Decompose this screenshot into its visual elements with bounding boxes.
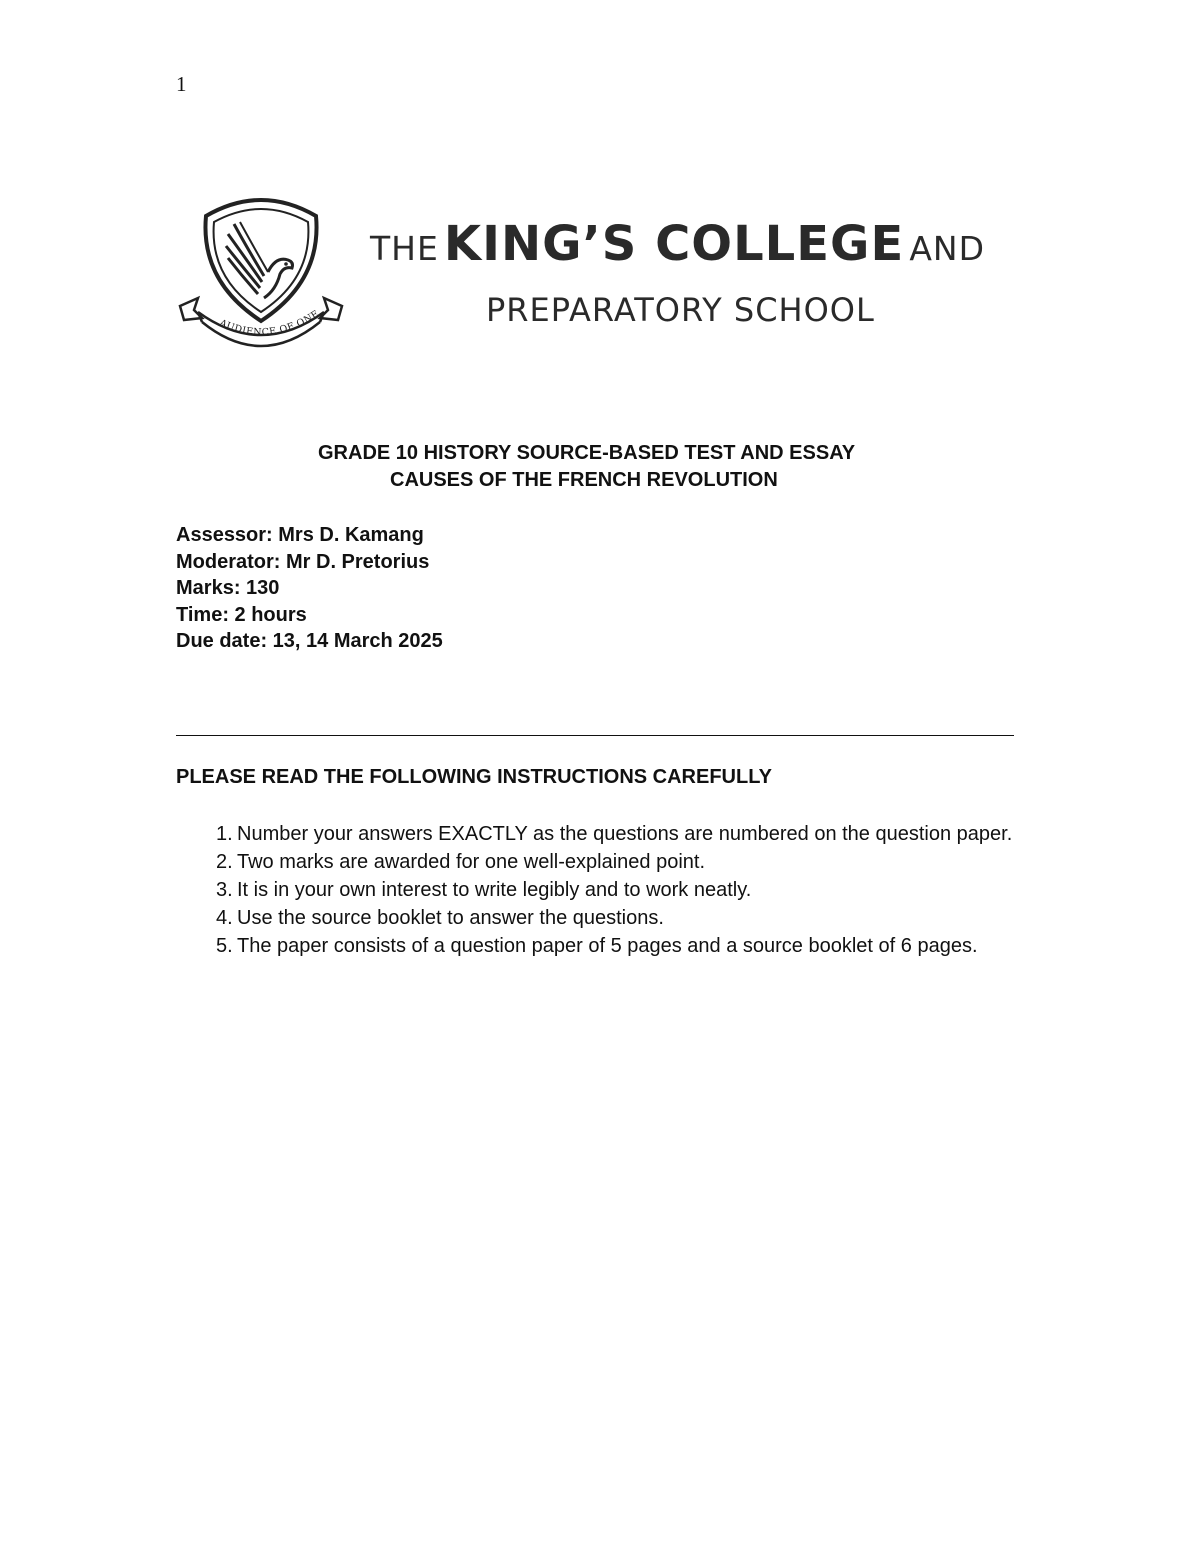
instruction-item	[176, 876, 1036, 904]
assessor: Assessor: Mrs D. Kamang	[176, 524, 424, 546]
instruction-item	[176, 932, 1036, 960]
instructions-heading: PLEASE READ THE FOLLOWING INSTRUCTIONS CAREFULLY	[176, 766, 772, 788]
instruction-number: 5.	[216, 935, 233, 957]
instruction-text: Number your answers EXACTLY as the questions are numbered on the question paper.	[237, 823, 1013, 845]
school-name-line2: PREPARATORY SCHOOL	[486, 291, 875, 329]
title-line1: GRADE 10 HISTORY SOURCE-BASED TEST AND ESSAY	[318, 442, 856, 464]
school-name-suffix: AND	[909, 229, 986, 268]
marks: Marks: 130	[176, 577, 280, 599]
divider	[176, 735, 1014, 736]
moderator: Moderator: Mr D. Pretorius	[176, 550, 430, 573]
instruction-text: Use the source booklet to answer the questions.	[237, 907, 664, 929]
school-name-main: KING’S COLLEGE	[443, 216, 905, 272]
instruction-item	[176, 820, 1036, 848]
school-crest-icon	[176, 186, 346, 356]
instruction-text: Two marks are awarded for one well-explained point.	[237, 851, 706, 873]
instruction-text: It is in your own interest to write legibly and to work neatly.	[237, 879, 752, 901]
instruction-number: 4.	[216, 907, 233, 929]
school-logo	[176, 186, 1056, 386]
crest-motto: AUDIENCE OF ONE	[217, 308, 322, 339]
instructions-list	[176, 820, 1036, 960]
instruction-item	[176, 904, 1036, 932]
school-name-line1	[370, 216, 985, 272]
instruction-number: 3.	[216, 879, 233, 901]
page-number: 1	[176, 72, 187, 96]
school-name-prefix: THE	[370, 229, 439, 268]
due-date: Due date: 13, 14 March 2025	[176, 630, 443, 652]
time: Time: 2 hours	[176, 603, 307, 626]
instruction-number: 1.	[216, 823, 233, 845]
instruction-number: 2.	[216, 851, 233, 873]
instruction-item	[176, 848, 1036, 876]
instruction-text: The paper consists of a question paper of 5 pages and a source booklet of 6 pages.	[237, 935, 978, 957]
test-details	[176, 522, 443, 655]
title-line2: CAUSES OF THE FRENCH REVOLUTION	[390, 469, 778, 491]
document-title	[176, 440, 1096, 494]
